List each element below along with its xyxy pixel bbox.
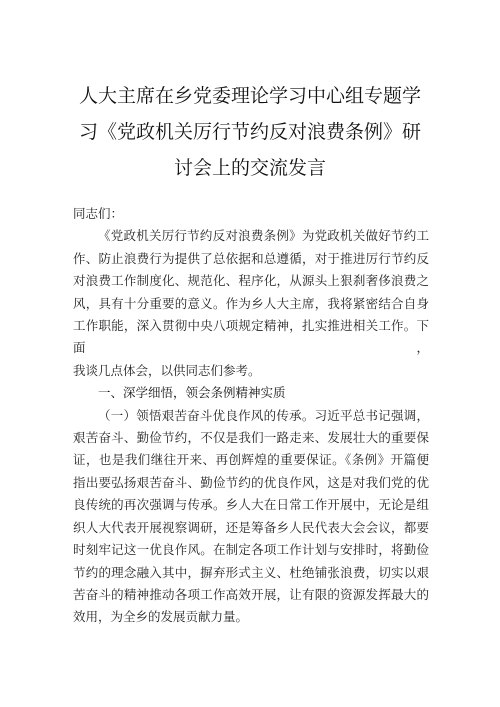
section1-line-2: 艰苦奋斗、勤俭节约，不仅是我们一路走来、发展壮大的重要保 bbox=[73, 430, 429, 446]
intro-line-4: 风，具有十分重要的意义。作为乡人大主席，我将紧密结合自身 bbox=[73, 295, 429, 311]
intro-line-6: 我谈几点体会，以供同志们参考。 bbox=[73, 362, 261, 378]
salutation: 同志们： bbox=[73, 206, 124, 221]
section1-paragraph bbox=[73, 405, 429, 629]
section1-line-3: 证，也是我们继往开来、再创辉煌的重要保证。《条例》开篇便 bbox=[73, 452, 429, 468]
section1-line-1: （一）领悟艰苦奋斗优良作风的传承。习近平总书记强调， bbox=[98, 407, 429, 423]
intro-line-5: 工作职能，深入贯彻中央八项规定精神，扎实推进相关工作。下面， bbox=[73, 318, 429, 356]
section-heading-1: 一、深学细悟，领会条例精神实质 bbox=[98, 385, 286, 401]
intro-line-1: 《党政机关厉行节约反对浪费条例》为党政机关做好节约工 bbox=[98, 228, 429, 244]
intro-line-3: 对浪费工作制度化、规范化、程序化，从源头上狠刹奢侈浪费之 bbox=[73, 273, 429, 289]
section1-line-7: 时刻牢记这一优良作风。在制定各项工作计划与安排时，将勤俭 bbox=[73, 542, 429, 558]
title-line-3: 讨会上的交流发言 bbox=[173, 157, 326, 179]
intro-paragraph bbox=[73, 225, 429, 382]
section1-line-9: 苦奋斗的精神推动各项工作高效开展，让有限的资源发挥最大的 bbox=[73, 586, 429, 602]
section1-line-4: 指出要弘扬艰苦奋斗、勤俭节约的优良作风，这是对我们党的优 bbox=[73, 474, 429, 490]
intro-line-2: 作、防止浪费行为提供了总依据和总遵循，对于推进厉行节约反 bbox=[73, 250, 429, 266]
section1-line-8: 节约的理念融入其中，摒弃形式主义、杜绝铺张浪费，切实以艰 bbox=[73, 564, 429, 580]
section1-line-5: 良传统的再次强调与传承。乡人大在日常工作开展中，无论是组 bbox=[73, 497, 429, 513]
document-body bbox=[73, 203, 429, 629]
section1-line-6: 织人大代表开展视察调研，还是筹备乡人民代表大会会议，都要 bbox=[73, 519, 429, 535]
document-title bbox=[70, 78, 430, 186]
title-line-1: 人大主席在乡党委理论学习中心组专题学 bbox=[78, 85, 421, 107]
title-line-2: 习《党政机关厉行节约反对浪费条例》研 bbox=[78, 121, 421, 143]
section1-line-10: 效用，为全乡的发展贡献力量。 bbox=[73, 609, 249, 625]
